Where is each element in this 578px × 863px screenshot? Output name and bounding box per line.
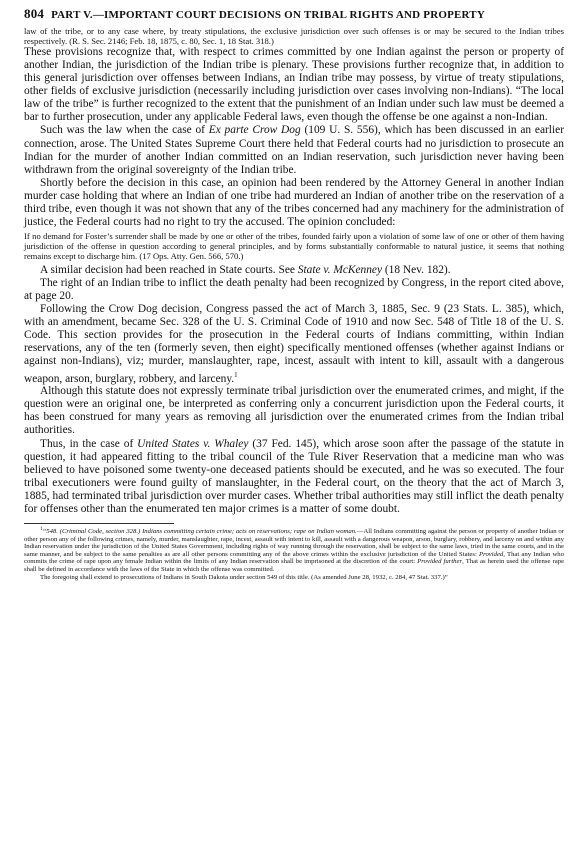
paragraph-8: Thus, in the case of United States v. Whaley (37 Fed. 145), which arose soon after the passage of the statute in question, it had appeared fitting to the tribal council of the Tule River Reservation that a medicine man who was believed to have poisoned some twenty-one deceased patients should be executed, and he was so executed. The four tribal executioners were found guilty of manslaughter, in the Federal court, on the theory that the act of March 3, 1885, had terminated tribal jurisdiction over murder cases. Whether tribal authorities may still inflict the death penalty for offenses other than the enumerated ten major crimes is a matter of some doubt. (24, 437, 564, 515)
footnote-mark: 1 (40, 526, 43, 532)
body-text (24, 46, 564, 229)
case-name: Ex parte Crow Dog (208, 124, 301, 137)
paragraph-7: Although this statute does not expressly terminate tribal jurisdiction over the enumerated crimes, and might, if the question were an original one, be interpreted as conferring only a concurrent jurisdiction upon the Federal courts, it has been construed for many years as removing all jurisdiction over the enumerated crimes from the Indian tribal authorities. (24, 385, 564, 437)
running-title: PART V.—IMPORTANT COURT DECISIONS ON TRIBAL RIGHTS AND PROPERTY (51, 9, 485, 21)
quote-top: law of the tribe, or to any case where, by treaty stipulations, the exclusive jurisdiction over such offenses is or may be secured to the Indian tribes respectively. (R. S. Sec. 2146; Feb. 18, 1875, c. 80, Sec. 1, 18 Stat. 318.) (24, 26, 564, 47)
page-number: 804 (24, 6, 45, 21)
case-name: State v. McKenney (297, 264, 383, 277)
paragraph-3: Shortly before the decision in this case, an opinion had been rendered by the Attorney General in another Indian murder case holding that where an Indian of one tribe had murdered an Indian of another tribe on the reservation of a third tribe, even though it was not shown that any of the tribes concerned had any machinery for the administration of justice, the Federal courts had no right to try the accused. The opinion concluded: (24, 176, 564, 228)
body-text-2 (24, 264, 564, 516)
footnote-final: The foregoing shall extend to prosecutions of Indians in South Dakota under section 549 of this title. (As amended June 28, 1932, c. 284, 47 Stat. 337.)” (40, 573, 448, 581)
paragraph-1: These provisions recognize that, with respect to crimes committed by one Indian against the person or property of another Indian, the jurisdiction of the Indian tribe is plenary. These provisions further recognize that, in addition to this general jurisdiction over offenses between Indians, an Indian tribe may possess, by virtue of treaty stipulations, other fields of exclusive jurisdiction (necessarily including jurisdiction over cases involving non-Indians). “The local law of the tribe” is further recognized to the extent that the punishment of an Indian under such law must be deemed a bar to further prosecution, under any applicable Federal laws, even though the offense be one against a non-Indian. (24, 46, 564, 124)
paragraph-6: Following the Crow Dog decision, Congress passed the act of March 3, 1885, Sec. 9 (23 Stats. L. 385), which, with an amendment, became Sec. 328 of the U. S. Criminal Code of 1910 and now Sec. 548 of Title 18 of the U. S. Code. This section provides for the prosecution in the Federal courts of Indians committing, within Indian reservations, any of the ten (formerly seven, then eight) specifically mentioned offenses (whether against Indians or against non-Indians), viz; murder, manslaughter, rape, incest, assault with intent to kill, assault with a dangerous weapon, arson, burglary, robbery, and larceny.$^1$ (24, 303, 564, 385)
footnote-heading: “548. (Criminal Code, section 328.) Indians committing certain crime; acts on reservations; rape on Indian woman. (42, 528, 357, 536)
page-header (24, 6, 564, 22)
paragraph-5: The right of an Indian tribe to inflict the death penalty had been recognized by Congress, in the report cited above, at page 20. (24, 277, 564, 303)
quote-mid: If no demand for Foster’s surrender shall be made by one or other of the tribes, founded fairly upon a violation of some law of one or other of them having jurisdiction of the offense in question according to general principles, and by forms substantially conformable to natural justice, it seems that nothing remains except to discharge him. (17 Ops. Atty. Gen. 566, 570.) (24, 230, 564, 262)
paragraph-4: A similar decision had been reached in State courts. See State v. McKenney (18 Nev. 182). (40, 264, 451, 277)
paragraph-2: Such was the law when the case of Ex parte Crow Dog (109 U. S. 556), which has been discussed in an earlier connection, arose. The United States Supreme Court there held that Federal courts had no jurisdiction to prosecute an Indian for the murder of another Indian committed on an Indian reservation, such jurisdiction never having been withdrawn from the original sovereignty of the Indian tribe. (24, 124, 564, 176)
footnote: $^1$“548. (Criminal Code, section 328.) Indians committing certain crime; acts on reservations; rape on Indian woman.—All Indians committing against the person or property of another Indian or other person any of the following crimes, namely, murder, manslaughter, rape, incest, assault with intent to kill, assault with a dangerous weapon, arson, burglary, robbery, and larceny on and within any Indian reservation under the jurisdiction of the United States Government, including rights of way running through the reservation, shall be subject to the same laws, tried in the same courts, and in the same manner, and be subject to the same penalties as are all other persons committing any of the above crimes within the exclusive jurisdiction of the United States: Provided, That any Indian who commits the crime of rape upon any female Indian within the limits of any Indian reservation shall be imprisoned at the discretion of the court: Provided further, That as herein used the offense rape shall be defined in accordance with the laws of the State in which the offense was committed. The foregoing shall extend to prosecutions of Indians in South Dakota under section 549 of this title. (As amended June 28, 1932, c. 284, 47 Stat. 337.)” (24, 526, 564, 581)
footnote-divider (24, 523, 174, 524)
footnote-ref[interactable]: 1 (234, 370, 238, 379)
case-name: United States v. Whaley (137, 437, 249, 450)
